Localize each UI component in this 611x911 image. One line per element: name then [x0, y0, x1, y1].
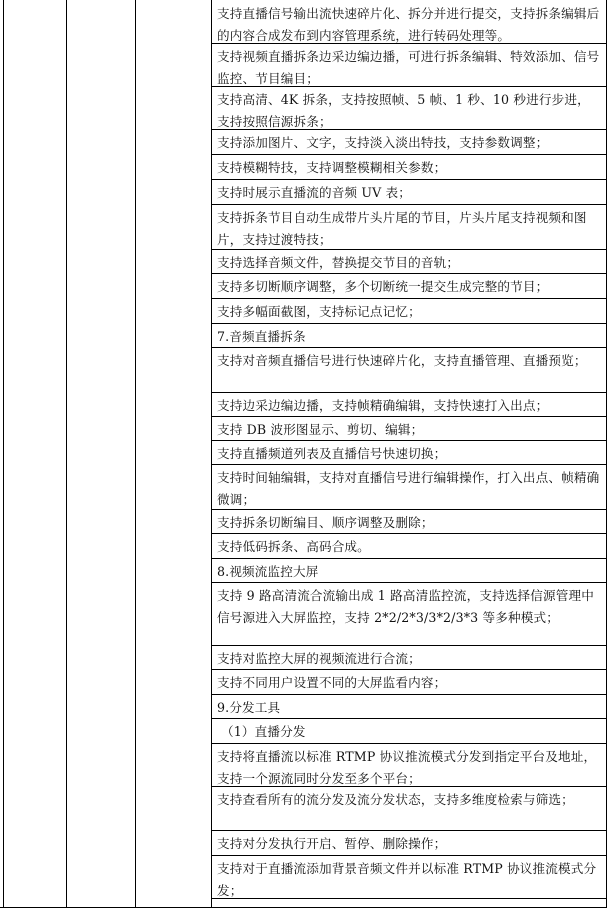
table-row: 支持边采边编边播，支持帧精确编辑，支持快速打入出点；: [212, 393, 606, 417]
table-row: 支持不同用户设置不同的大屏监看内容；: [212, 670, 606, 695]
table-column-divider-1: [66, 0, 67, 908]
table-row: 支持高清、4K 拆条，支持按照帧、5 帧、1 秒、10 秒进行步进，支持按照信源拆条；: [212, 87, 606, 130]
table-row: 支持 DB 波形图显示、剪切、编辑；: [212, 417, 606, 441]
table-row: 支持对分发执行开启、暂停、删除操作；: [212, 831, 606, 856]
table-row: 支持拆条节目自动生成带片头片尾的节目，片头片尾支持视频和图片，支持过渡特技；: [212, 205, 606, 250]
table-row: 支持对于直播流添加背景音频文件并以标准 RTMP 协议推流模式分发；: [212, 856, 606, 899]
requirements-column: [212, 0, 606, 899]
section-heading-distribution-tools: 9.分发工具: [212, 695, 606, 719]
table-border-right: [606, 0, 607, 908]
table-row: 支持时间轴编辑，支持对直播信号进行编辑操作，打入出点、帧精确微调；: [212, 465, 606, 510]
section-heading-video-monitor: 8.视频流监控大屏: [212, 559, 606, 583]
table-row: 支持添加图片、文字，支持淡入淡出特技，支持参数调整；: [212, 130, 606, 155]
table-row: 支持拆条切断编目、顺序调整及删除；: [212, 510, 606, 534]
table-row: 支持选择音频文件，替换提交节目的音轨；: [212, 250, 606, 274]
table-row: 支持查看所有的流分发及流分发状态，支持多维度检索与筛选；: [212, 787, 606, 831]
table-row: 支持 9 路高清流合流输出成 1 路高清监控流，支持选择信源管理中信号源进入大屏监控，支持 2*2/2*3/3*2/3*3 等多种模式；: [212, 583, 606, 646]
table-row: 支持多切断顺序调整，多个切断统一提交生成完整的节目；: [212, 274, 606, 299]
table-row: 支持将直播流以标准 RTMP 协议推流模式分发到指定平台及地址，支持一个源流同时分发至多个平台；: [212, 744, 606, 787]
section-heading-audio-live: 7.音频直播拆条: [212, 324, 606, 348]
table-row: 支持视频直播拆条边采边编边播，可进行拆条编辑、特效添加、信号监控、节目编目；: [212, 44, 606, 87]
table-row: 支持对监控大屏的视频流进行合流；: [212, 646, 606, 670]
table-row: 支持直播信号输出流快速碎片化、拆分并进行提交，支持拆条编辑后的内容合成发布到内容管理系统，进行转码处理等。: [212, 0, 606, 44]
subsection-heading-live-distribution: （1）直播分发: [212, 719, 606, 744]
table-row: 支持时展示直播流的音频 UV 表；: [212, 180, 606, 205]
table-border-left: [3, 0, 4, 908]
table-row: 支持对音频直播信号进行快速碎片化，支持直播管理、直播预览；: [212, 348, 606, 393]
table-row: 支持低码拆条、高码合成。: [212, 534, 606, 559]
table-border-bottom: [0, 907, 607, 908]
table-row: 支持模糊特技，支持调整模糊相关参数；: [212, 155, 606, 180]
table-row: 支持多幅面截图，支持标记点记忆；: [212, 299, 606, 324]
table-row: 支持直播频道列表及直播信号快速切换；: [212, 441, 606, 465]
table-column-divider-2: [135, 0, 136, 908]
